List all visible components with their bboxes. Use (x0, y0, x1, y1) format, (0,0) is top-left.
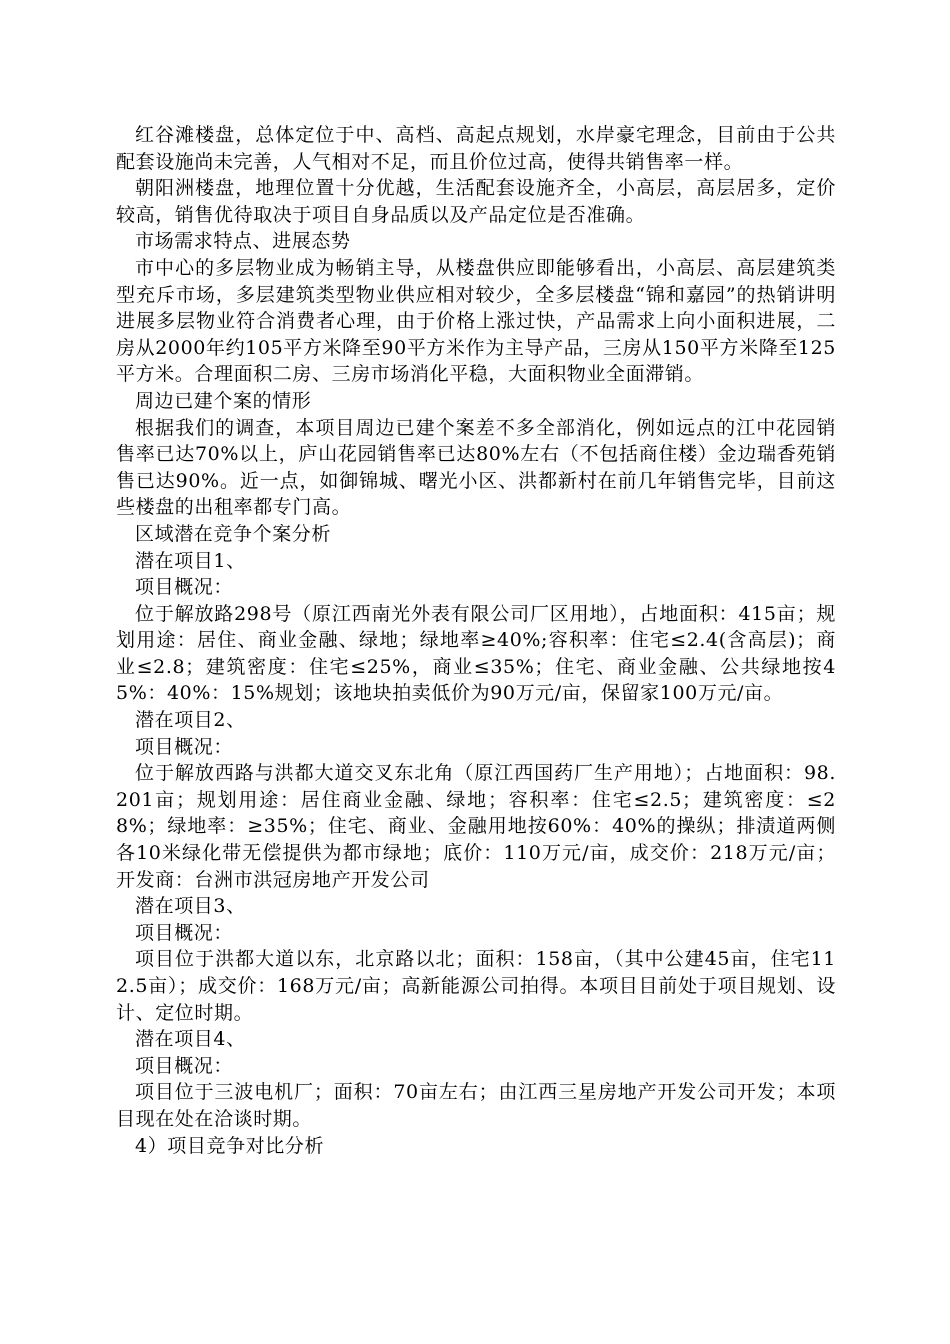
section-heading-surrounding-cases: 周边已建个案的情形 (135, 389, 312, 412)
project-3-description: 项目位于洪都大道以东，北京路以北；面积：158亩，（其中公建45亩，住宅112.5亩）；成交价：168万元/亩；高新能源公司拍得。本项目目前处于项目规划、设计、定位时期。 (116, 948, 836, 1024)
project-4-description: 项目位于三波电机厂；面积：70亩左右；由江西三星房地产开发公司开发；本项目现在处在洽谈时期。 (116, 1081, 836, 1130)
paragraph-chaoyangzhou: 朝阳洲楼盘，地理位置十分优越，生活配套设施齐全，小高层，高层居多，定价较高，销售优待取决于项目自身品质以及产品定位是否准确。 (116, 177, 836, 226)
project-4-overview-label: 项目概况： (135, 1054, 234, 1077)
paragraph-market-demand: 市中心的多层物业成为畅销主导，从楼盘供应即能够看出，小高层、高层建筑类型充斥市场，多层建筑类型物业供应相对较少，全多层楼盘“锦和嘉园”的热销讲明进展多层物业符合消费者心理，由于价格上涨过快，产品需求上向小面积进展，二房从2000年约105平方米降至90平方米作为主导产品，三房从150平方米降至125平方米。合理面积二房、三房市场消化平稳，大面积物业全面滞销。 (116, 256, 836, 386)
project-4-heading: 潜在项目4、 (135, 1028, 246, 1051)
project-2-description: 位于解放西路与洪都大道交叉东北角（原江西国药厂生产用地）；占地面积：98.201亩；规划用途：居住商业金融、绿地；容积率：住宅≤2.5；建筑密度：≤28%；绿地率：≥35%；住宅、商业、金融用地按60%：40%的操纵；排渍道两侧各10米绿化带无偿提供为都市绿地；底价：110万元/亩，成交价：218万元/亩；开发商：台洲市洪冠房地产开发公司 (116, 762, 836, 891)
project-1-overview-label: 项目概况： (135, 576, 234, 599)
section-heading-comparison: 4）项目竞争对比分析 (135, 1134, 325, 1157)
document-body (116, 122, 836, 1159)
project-1-heading: 潜在项目1、 (135, 549, 246, 572)
project-2-heading: 潜在项目2、 (135, 709, 246, 732)
project-3-overview-label: 项目概况： (135, 921, 234, 944)
project-1-description: 位于解放路298号（原江西南光外表有限公司厂区用地），占地面积：415亩；规划用途：居住、商业金融、绿地；绿地率≥40%;容积率：住宅≤2.4(含高层)；商业≤2.8；建筑密度：住宅≤25%，商业≤35%；住宅、商业金融、公共绿地按45%：40%：15%规划；该地块拍卖低价为90万元/亩，保留家100万元/亩。 (116, 602, 836, 705)
project-2-overview-label: 项目概况： (135, 735, 234, 758)
paragraph-honggutan: 红谷滩楼盘，总体定位于中、高档、高起点规划，水岸豪宅理念，目前由于公共配套设施尚未完善，人气相对不足，而且价位过高，使得共销售率一样。 (116, 124, 836, 173)
paragraph-surrounding-cases: 根据我们的调查，本项目周边已建个案差不多全部消化，例如远点的江中花园销售率已达70%以上，庐山花园销售率已达80%左右（不包括商住楼）金边瑞香苑销售已达90%。近一点，如御锦城、曙光小区、洪都新村在前几年销售完毕，目前这些楼盘的出租率都专门高。 (116, 416, 836, 519)
project-3-heading: 潜在项目3、 (135, 895, 246, 918)
section-heading-competition: 区域潜在竞争个案分析 (135, 522, 332, 545)
section-heading-market-demand: 市场需求特点、进展态势 (135, 230, 351, 253)
